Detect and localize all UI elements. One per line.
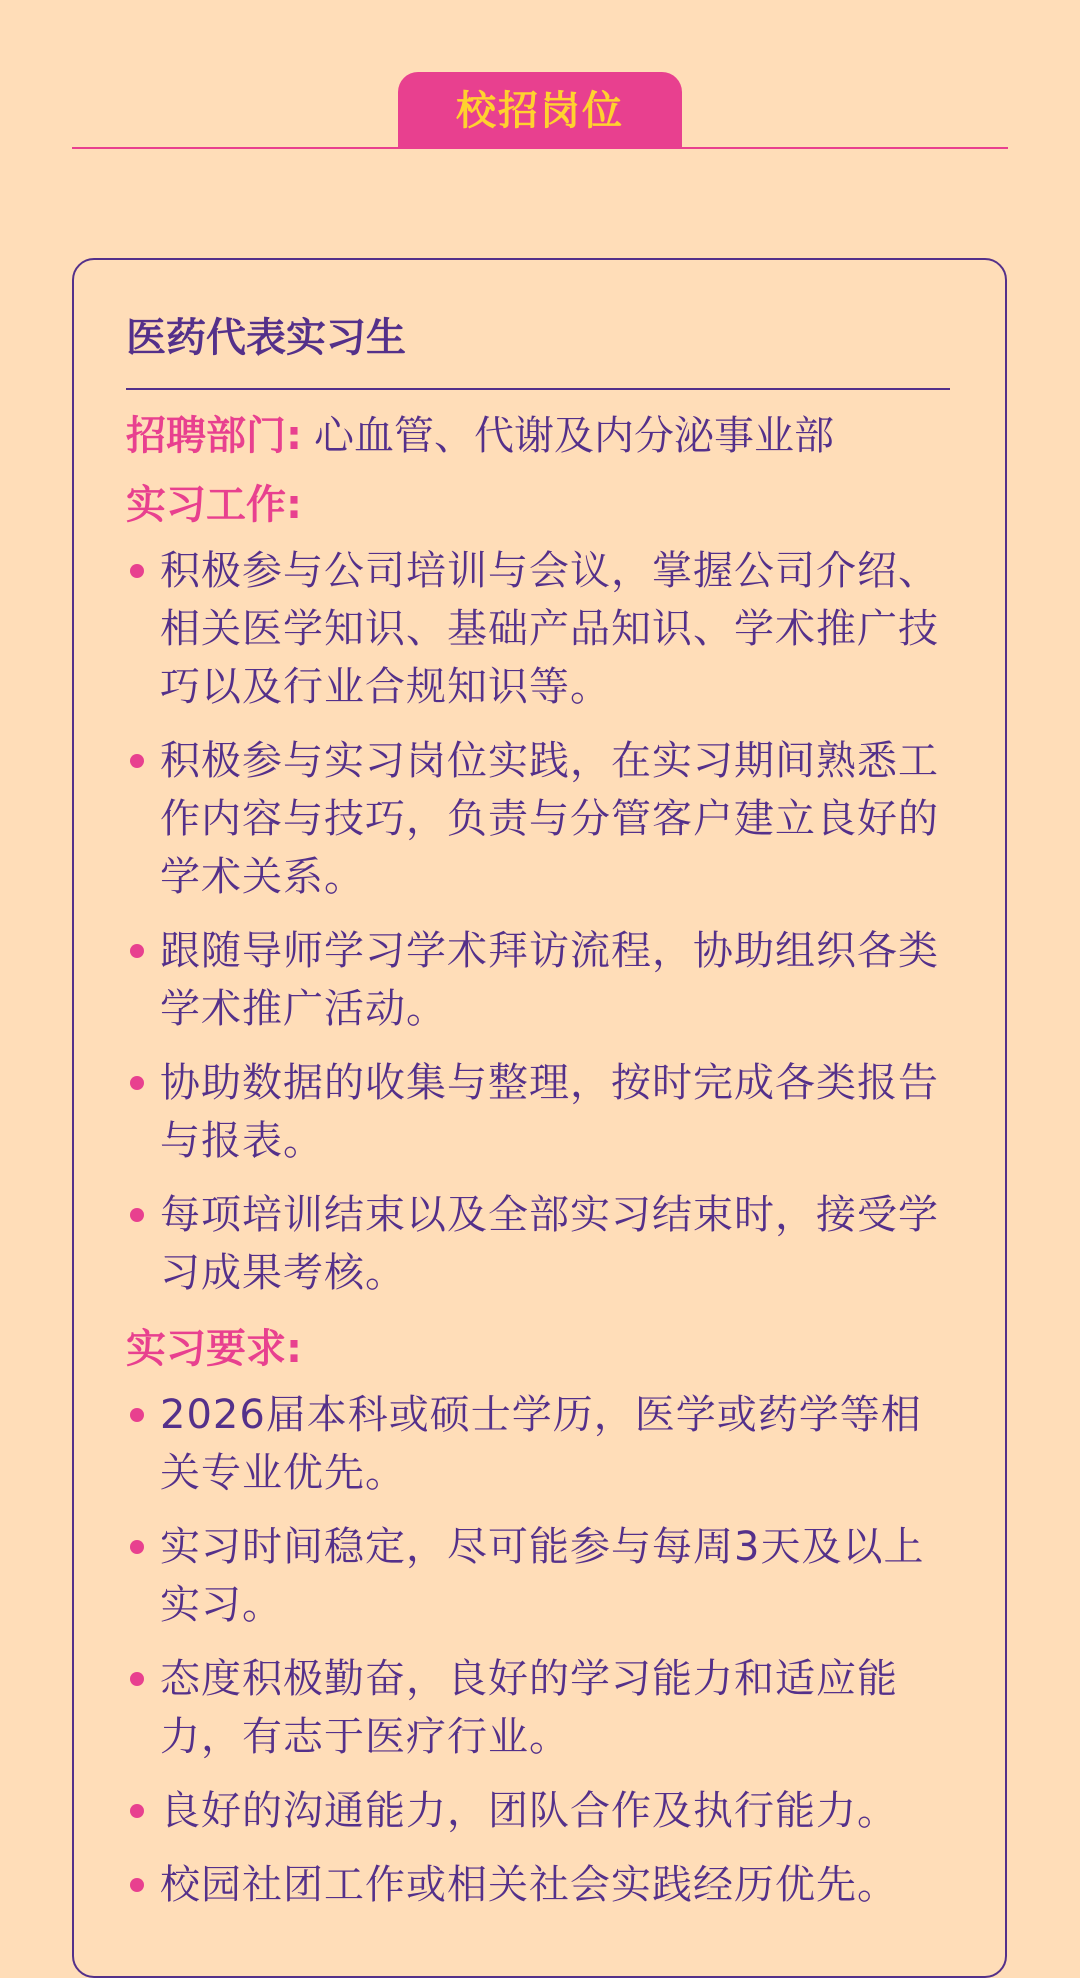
duty-item [126, 1054, 955, 1170]
department-row [126, 406, 953, 466]
duty-item [126, 1186, 955, 1302]
bullet-dot-icon [130, 1804, 144, 1818]
title-divider [126, 388, 950, 390]
requirement-text: 态度积极勤奋，良好的学习能力和适应能力，有志于医疗行业。 [160, 1656, 898, 1760]
requirement-item [126, 1856, 955, 1914]
department-label: 招聘部门: [126, 413, 302, 459]
requirements-heading: 实习要求: [126, 1326, 302, 1372]
department-value: 心血管、代谢及内分泌事业部 [314, 413, 834, 459]
bullet-dot-icon [130, 1672, 144, 1686]
duty-text: 每项培训结束以及全部实习结束时，接受学习成果考核。 [160, 1192, 939, 1296]
requirement-item [126, 1782, 955, 1840]
requirement-text: 实习时间稳定，尽可能参与每周3天及以上实习。 [160, 1524, 925, 1628]
requirement-item [126, 1650, 955, 1766]
duties-list [126, 542, 953, 1302]
duty-item [126, 922, 955, 1038]
requirement-text: 校园社团工作或相关社会实践经历优先。 [160, 1862, 898, 1908]
duty-text: 协助数据的收集与整理，按时完成各类报告与报表。 [160, 1060, 939, 1164]
requirement-text: 2026届本科或硕士学历，医学或药学等相关专业优先。 [160, 1392, 922, 1496]
job-title: 医药代表实习生 [126, 315, 406, 361]
duties-heading: 实习工作: [126, 482, 302, 528]
requirement-text: 良好的沟通能力，团队合作及执行能力。 [160, 1788, 898, 1834]
requirement-item [126, 1518, 955, 1634]
bullet-dot-icon [130, 1540, 144, 1554]
requirements-list [126, 1386, 953, 1914]
duty-text: 跟随导师学习学术拜访流程，协助组织各类学术推广活动。 [160, 928, 939, 1032]
duty-item [126, 732, 955, 906]
bullet-dot-icon [130, 754, 144, 768]
bullet-dot-icon [130, 1208, 144, 1222]
bullet-dot-icon [130, 1076, 144, 1090]
bullet-dot-icon [130, 944, 144, 958]
requirement-item [126, 1386, 955, 1502]
section-tab-label: 校招岗位 [456, 87, 624, 134]
job-card [72, 258, 1007, 1978]
duty-text: 积极参与实习岗位实践，在实习期间熟悉工作内容与技巧，负责与分管客户建立良好的学术关系。 [160, 738, 939, 900]
duty-text: 积极参与公司培训与会议，掌握公司介绍、相关医学知识、基础产品知识、学术推广技巧以及行业合规知识等。 [160, 548, 939, 710]
duty-item [126, 542, 955, 716]
section-tab [398, 72, 682, 149]
bullet-dot-icon [130, 564, 144, 578]
bullet-dot-icon [130, 1408, 144, 1422]
bullet-dot-icon [130, 1878, 144, 1892]
